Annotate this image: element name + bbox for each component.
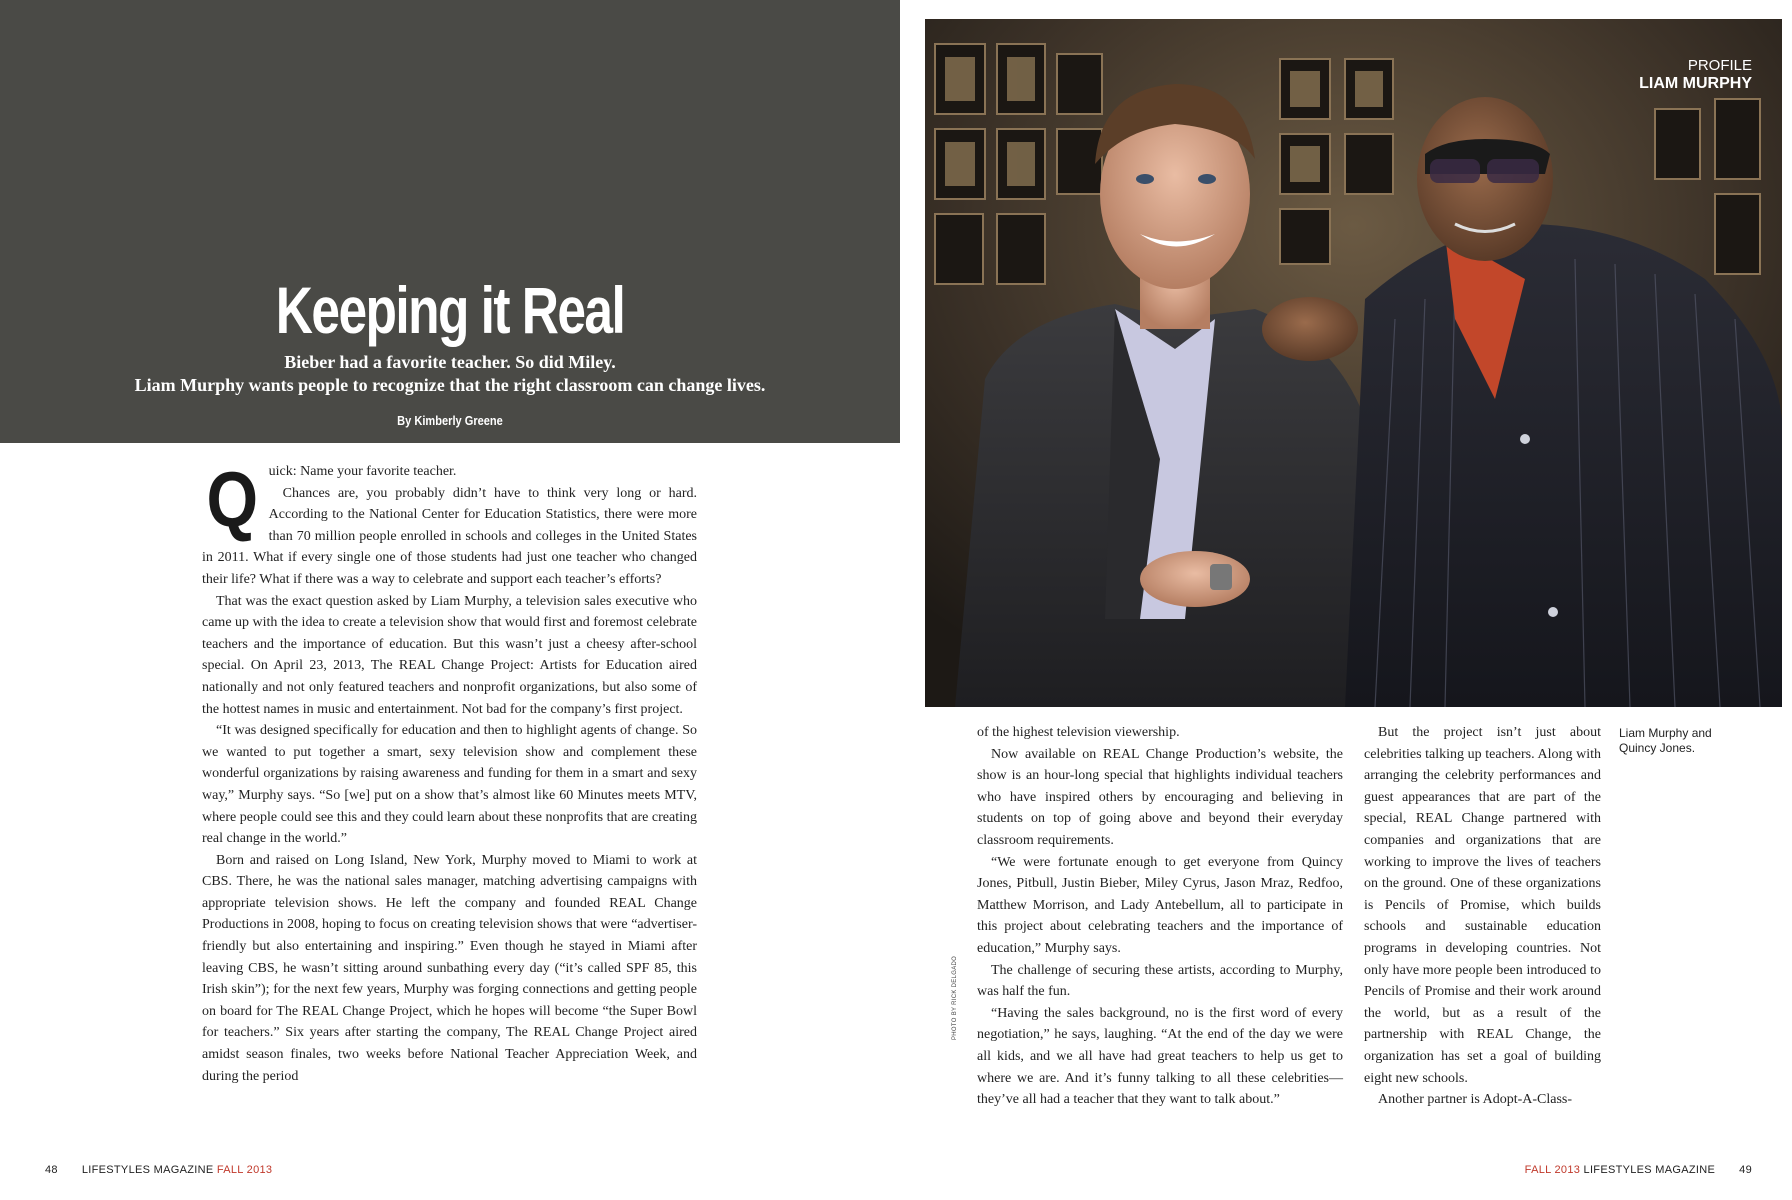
issue-label: FALL 2013 xyxy=(1524,1164,1581,1176)
paragraph: “It was designed specifically for education and then to highlight agents of change. So we wanted to put together a smart, sexy television show and complement these wonderful organizations by raising awareness and funding for them in a smart and sexy way,” Murphy says. “So [we] put on a show that’s almost like 60 Minutes meets MTV, where people could see this and they could learn about these nonprofits that are creating real change in the world.” xyxy=(202,723,697,847)
paragraph: The challenge of securing these artists, according to Murphy, was half the fun. xyxy=(977,962,1343,1000)
deck-line-1: Bieber had a favorite teacher. So did Miley. xyxy=(284,352,616,372)
article-column-2 xyxy=(977,722,1343,1111)
drop-cap: Q xyxy=(206,455,259,543)
headline: Keeping it Real xyxy=(275,273,625,347)
deck xyxy=(0,351,900,397)
page-number: 49 xyxy=(1739,1164,1752,1176)
photo-credit: PHOTO BY RICK DELGADO xyxy=(952,955,958,1040)
paragraph: “We were fortunate enough to get everyone from Quincy Jones, Pitbull, Justin Bieber, Miley Cyrus, Jason Mraz, Redfoo, Matthew Morrison, and Lady Antebellum, all to participate in this project about celebrating teachers and the importance of education,” Murphy says. xyxy=(977,854,1343,956)
article-column-1 xyxy=(202,455,697,1087)
folio-left xyxy=(45,1164,272,1176)
paragraph: Another partner is Adopt-A-Class- xyxy=(1378,1092,1573,1108)
magazine-name: LIFESTYLES MAGAZINE xyxy=(81,1164,214,1176)
paragraph: Quick: Name your favorite teacher. xyxy=(206,455,457,543)
section-label: PROFILE xyxy=(1687,57,1752,74)
paragraph: Now available on REAL Change Production’s website, the show is an hour-long special that highlights individual teachers who have inspired others by encouraging and believing in students on top of going above and beyond their everyday classroom requirements. xyxy=(977,746,1343,848)
section-name: LIAM MURPHY xyxy=(1639,75,1752,92)
paragraph: That was the exact question asked by Liam Murphy, a television sales executive who came up with the idea to create a television show that would first and foremost celebrate teachers and the importance of education. But this wasn’t just a cheesy after-school special. On April 23, 2013, The REAL Change Project: Artists for Education aired nationally and not only featured teachers and nonprofit organizations, but also some of the hottest names in music and entertainment. Not bad for the company’s first project. xyxy=(202,593,697,717)
issue-label: FALL 2013 xyxy=(216,1164,273,1176)
page-number: 48 xyxy=(45,1164,58,1176)
paragraph: Born and raised on Long Island, New York, Murphy moved to Miami to work at CBS. There, he was the national sales manager, matching advertising campaigns with appropriate television shows. He left the company and founded REAL Change Productions in 2008, hoping to focus on creating television shows that were “advertiser-friendly but also entertaining and inspiring.” Even though he stayed in Miami after leaving CBS, he wasn’t sitting around sunbathing every day (“it’s called SPF 85, this Irish skin”); for the next few years, Murphy was forging connections and getting people on board for The REAL Change Project, which he hopes will become “the Super Bowl for teachers.” Six years after starting the company, The REAL Change Project aired amidst season finales, two weeks before National Teacher Appreciation Week, and during the period xyxy=(202,852,697,1084)
paragraph: But the project isn’t just about celebrities talking up teachers. Along with arranging the celebrity performances and guest appearances that are part of the special, REAL Change partnered with companies and organizations that are working to improve the lives of teachers on the ground. One of these organizations is Pencils of Promise, which builds schools and sustainable education programs in developing countries. Not only have more people been introduced to Pencils of Promise and their work around the world, but as a result of the partnership with REAL Change, the organization has set a goal of building eight new schools. xyxy=(1364,725,1601,1086)
photo-illustration xyxy=(925,19,1782,707)
profile-label xyxy=(1639,57,1752,93)
deck-line-2: Liam Murphy wants people to recognize that the right classroom can change lives. xyxy=(134,375,766,395)
article-column-3 xyxy=(1364,722,1601,1111)
paragraph: “Having the sales background, no is the first word of every negotiation,” he says, laughing. “At the end of the day we were all kids, and we all have had great teachers to help us get to where we are. And it’s funny talking to all these celebrities—they’ve all had a teacher that they want to talk about.” xyxy=(977,1005,1343,1108)
byline: By Kimberly Greene xyxy=(397,413,503,428)
folio-right xyxy=(1525,1164,1752,1176)
profile-photo xyxy=(925,19,1782,707)
magazine-name: LIFESTYLES MAGAZINE xyxy=(1583,1164,1716,1176)
photo-caption: Liam Murphy and Quincy Jones. xyxy=(1619,726,1712,755)
paragraph: of the highest television viewership. xyxy=(977,725,1180,740)
paragraph: Chances are, you probably didn’t have to think very long or hard. According to the National Center for Education Statistics, there were more than 70 million people enrolled in schools and colleges in the United States in 2011. What if every single one of those students had just one teacher who changed their life? What if there was a way to celebrate and support each teacher’s efforts? xyxy=(202,485,697,587)
